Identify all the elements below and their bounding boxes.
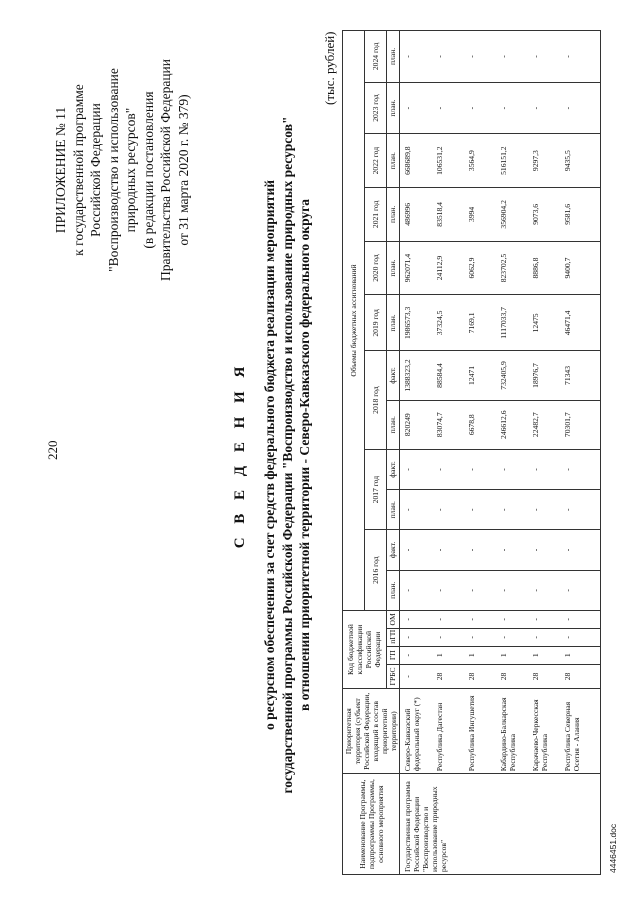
value-cell: - [562,449,601,489]
value-cell: 486996 [400,188,435,242]
value-cell: 83074,7 [434,400,466,449]
header-year: 2017 год [364,449,386,530]
value-cell: 12475 [530,295,562,351]
code-cell: - [498,610,530,628]
code-cell: - [562,628,601,646]
header-year: 2020 год [364,241,386,295]
value-cell: 962071,4 [400,241,435,295]
value-cell: 70301,7 [562,400,601,449]
appendix-block [52,20,192,320]
value-cell: - [530,530,562,570]
code-cell: 28 [530,664,562,689]
page-number: 220 [45,440,60,460]
value-cell: - [530,570,562,610]
budget-table [342,30,601,875]
value-cell: 106531,2 [434,134,466,188]
header-year: 2016 год [364,530,386,611]
table-row [562,31,601,875]
value-cell: 46471,4 [562,295,601,351]
territory-cell: Республика Северная Осетия - Алания [562,689,601,774]
header-year: 2018 год [364,351,386,449]
table-body [400,31,601,875]
code-cell: - [466,610,498,628]
value-cell: 22482,7 [530,400,562,449]
appendix-line: Правительства Российской Федерации [158,59,173,281]
appendix-line: от 31 марта 2020 г. № 379) [175,94,191,246]
header-sub-plan: план. [386,134,399,188]
header-sub-plan: план. [386,570,399,610]
value-cell: - [562,82,601,133]
value-cell: - [530,31,562,83]
value-cell: - [434,570,466,610]
header-code: пГП [386,628,399,646]
program-name-cell: Государственная программа Российской Федерации "Воспроизводство и использование природных ресурсов" [400,774,601,875]
value-cell: 823702,5 [498,241,530,295]
header-year: 2023 год [364,82,386,133]
header-code: ГРБС [386,664,399,689]
value-cell: 3564,9 [466,134,498,188]
value-cell: - [400,490,435,530]
header-sub-plan: план. [386,82,399,133]
header-volumes: Объемы бюджетных ассигнований [343,31,365,611]
code-cell: - [434,628,466,646]
value-cell: - [562,530,601,570]
appendix-line: "Воспроизводство и использование [105,68,121,272]
code-cell: 1 [498,646,530,664]
value-cell: - [466,449,498,489]
value-cell: - [400,530,435,570]
territory-cell: Кабардино-Балкарская Республика [498,689,530,774]
code-cell: - [466,628,498,646]
table-row [434,31,466,875]
value-cell: 18976,7 [530,351,562,400]
header-year: 2022 год [364,134,386,188]
value-cell: - [562,570,601,610]
value-cell: 6062,9 [466,241,498,295]
code-cell: 1 [562,646,601,664]
heading-line-2: государственной программы Российской Федерации "Воспроизводство и использование природных ресурсов" [279,116,295,794]
value-cell: 88584,4 [434,351,466,400]
header-sub-fact: факт. [386,530,399,570]
territory-cell: Северо-Кавказский федеральный округ (*) [400,689,435,774]
file-name: 4446451.doc [608,823,618,873]
code-cell: - [530,628,562,646]
header-code: ГП [386,646,399,664]
code-cell: 28 [466,664,498,689]
value-cell: 1986573,3 [400,295,435,351]
appendix-line: природных ресурсов" [123,107,138,233]
value-cell: - [530,82,562,133]
value-cell: - [562,490,601,530]
appendix-line: к государственной программе [70,84,86,256]
header-sub-plan: план. [386,188,399,242]
value-cell: 6678,8 [466,400,498,449]
value-cell: 1388323,2 [400,351,435,400]
header-year: 2021 год [364,188,386,242]
header-code-group: Код бюджетной классификации Российской Федерации [343,610,387,688]
header-sub-plan: план. [386,295,399,351]
value-cell: 1117033,7 [498,295,530,351]
header-sub-fact: факт. [386,449,399,489]
value-cell: 83518,4 [434,188,466,242]
value-cell: 8886,8 [530,241,562,295]
value-cell: 246612,6 [498,400,530,449]
value-cell: - [400,31,435,83]
value-cell: 37324,5 [434,295,466,351]
table-row [466,31,498,875]
value-cell: 9400,7 [562,241,601,295]
value-cell: 9297,3 [530,134,562,188]
code-cell: 1 [434,646,466,664]
header-sub-plan: план. [386,400,399,449]
document-title: С В Е Д Е Н И Я [232,361,248,549]
value-cell: - [530,449,562,489]
header-sub-plan: план. [386,241,399,295]
value-cell: 516151,2 [498,134,530,188]
value-cell: 71343 [562,351,601,400]
document-heading [232,85,314,825]
value-cell: 9581,6 [562,188,601,242]
header-year: 2024 год [364,31,386,83]
value-cell: 820249 [400,400,435,449]
appendix-line: ПРИЛОЖЕНИЕ № 11 [53,106,68,234]
value-cell: - [562,31,601,83]
header-sub-fact: факт. [386,351,399,400]
code-cell: 1 [530,646,562,664]
header-name: Наименование Программы, подпрограммы Программы, основного мероприятия [343,774,400,875]
code-cell: 1 [466,646,498,664]
value-cell: - [434,82,466,133]
value-cell: - [498,82,530,133]
value-cell: - [434,490,466,530]
code-cell: - [400,610,435,628]
appendix-line: Российской Федерации [88,103,103,237]
header-sub-plan: план. [386,31,399,83]
code-cell: - [498,628,530,646]
value-cell: - [434,31,466,83]
header-year: 2019 год [364,295,386,351]
header-territory: Приоритетная территория (субъект Российской Федерации, входящий в состав приоритетной территории) [343,689,400,774]
header-sub-plan: план. [386,490,399,530]
value-cell: - [498,31,530,83]
heading-line-3: в отношении приоритетной территории - Северо-Кавказского федерального округа [297,198,312,712]
value-cell: 24112,9 [434,241,466,295]
value-cell: - [400,570,435,610]
table-row [400,31,435,875]
appendix-line: (в редакции постановления [140,91,156,249]
value-cell: - [498,449,530,489]
value-cell: 356904,2 [498,188,530,242]
territory-cell: Республика Ингушетия [466,689,498,774]
value-cell: - [434,530,466,570]
units-label: (тыс. рублей) [322,31,337,105]
code-cell: - [400,628,435,646]
value-cell: 9073,6 [530,188,562,242]
value-cell: - [466,530,498,570]
value-cell: - [434,449,466,489]
table-row [498,31,530,875]
territory-cell: Республика Дагестан [434,689,466,774]
value-cell: - [466,31,498,83]
code-cell: - [434,610,466,628]
value-cell: 668689,8 [400,134,435,188]
value-cell: - [498,490,530,530]
value-cell: - [498,570,530,610]
code-cell: 28 [434,664,466,689]
value-cell: - [498,530,530,570]
value-cell: - [466,82,498,133]
code-cell: 28 [562,664,601,689]
code-cell: - [562,610,601,628]
value-cell: - [400,449,435,489]
value-cell: 12471 [466,351,498,400]
heading-line-1: о ресурсном обеспечении за счет средств федерального бюджета реализации мероприятий [262,180,277,730]
value-cell: 7169,1 [466,295,498,351]
code-cell: - [400,646,435,664]
code-cell: 28 [498,664,530,689]
header-code: ОМ [386,610,399,628]
table-row [530,31,562,875]
value-cell: 3994 [466,188,498,242]
value-cell: - [466,490,498,530]
value-cell: - [400,82,435,133]
code-cell: - [400,664,435,689]
code-cell: - [530,610,562,628]
value-cell: 732405,9 [498,351,530,400]
value-cell: 9435,5 [562,134,601,188]
value-cell: - [466,570,498,610]
value-cell: - [530,490,562,530]
territory-cell: Карачаево-Черкесская Республика [530,689,562,774]
